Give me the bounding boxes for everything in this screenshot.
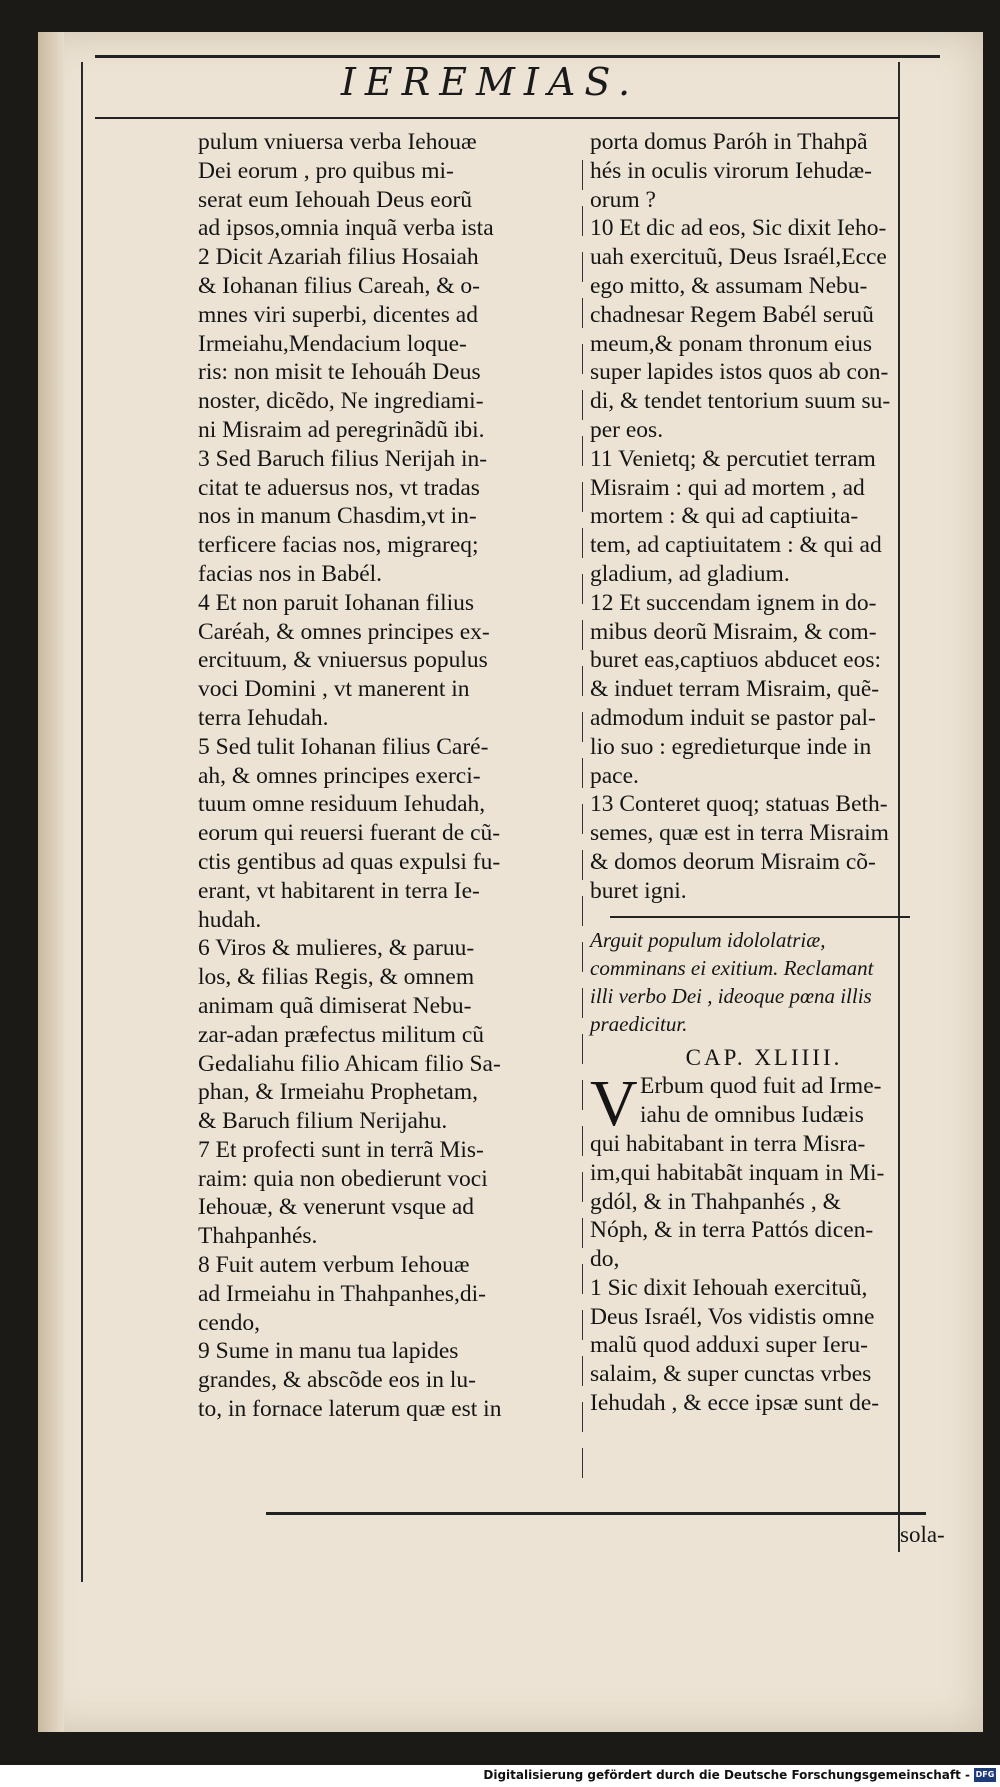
text-line: animam quã dimiserat Nebu- (198, 992, 472, 1019)
text-line: Iehouæ, & venerunt vsque ad (198, 1194, 475, 1221)
footer-credit: Digitalisierung gefördert durch die Deutsche Forschungsgemeinschaft - (483, 1768, 970, 1782)
chapter-body (590, 1067, 938, 1418)
text-line: Dei eorum , pro quibus mi- (198, 157, 454, 184)
text-line: voci Domini , vt manerent in (198, 676, 470, 703)
text-line: noster, dicẽdo, Ne ingrediami- (198, 388, 484, 415)
text-line: buret eas,captiuos abducet eos: (590, 647, 882, 674)
text-line: Misraim : qui ad mortem , ad (590, 474, 865, 501)
right-text-column (590, 128, 938, 1418)
text-line: terficere facias nos, migrareq; (198, 532, 479, 559)
text-line: zar-adan præfectus militum cũ (198, 1021, 484, 1048)
running-title: IEREMIAS. (340, 60, 640, 104)
text-line: Gedaliahu filio Ahicam filio Sa- (198, 1050, 501, 1077)
text-line: Deus Israél, Vos vidistis omne (590, 1303, 875, 1330)
text-line: Thahpanhés. (198, 1223, 318, 1250)
digitization-footer (0, 1765, 1000, 1787)
text-line: semes, quæ est in terra Misraim (590, 820, 889, 847)
text-line: raim: quia non obedierunt voci (198, 1165, 488, 1192)
verse-block (590, 128, 938, 906)
text-line: hudah. (198, 906, 262, 933)
text-line: di, & tendet tentorium suum su- (590, 388, 891, 415)
text-line: tuum omne residuum Iehudah, (198, 791, 486, 818)
text-line: & Baruch filium Nerijahu. (198, 1108, 448, 1135)
text-line: & domos deorum Misraim cõ- (590, 848, 876, 875)
chapter-heading: CAP. XLIIII. (685, 1044, 843, 1070)
text-line: erant, vt habitarent in terra Ie- (198, 877, 480, 904)
text-line: ctis gentibus ad quas expulsi fu- (198, 848, 501, 875)
text-line: terra Iehudah. (198, 704, 329, 731)
section-rule (610, 916, 910, 918)
text-line: super lapides istos quos ab con- (590, 359, 889, 386)
text-line: qui habitabant in terra Misra- (590, 1130, 866, 1157)
text-line: 4 Et non paruit Iohanan filius (198, 589, 475, 616)
text-line: eorum qui reuersi fuerant de cũ- (198, 820, 501, 847)
text-line: Caréah, & omnes principes ex- (198, 618, 490, 645)
text-line: & Iohanan filius Careah, & o- (198, 272, 480, 299)
text-line: per eos. (590, 416, 664, 443)
text-line: gdól, & in Thahpanhés , & (590, 1188, 841, 1215)
text-line: ris: non misit te Iehouáh Deus (198, 359, 481, 386)
text-line: iahu de omnibus Iudæis (640, 1102, 864, 1129)
text-line: Erbum quod fuit ad Irme- (640, 1073, 882, 1100)
text-line: uah exercituũ, Deus Israél,Ecce (590, 244, 887, 271)
text-line: Arguit populum idololatriæ, (590, 927, 826, 952)
dfg-logo-icon: DFG (974, 1768, 996, 1782)
bottom-rule (266, 1512, 926, 1515)
text-line: citat te aduersus nos, vt tradas (198, 474, 480, 501)
text-line: to, in fornace laterum quæ est in (198, 1396, 502, 1423)
text-line: tem, ad captiuitatem : & qui ad (590, 532, 882, 559)
text-line: serat eum Iehouah Deus eorũ (198, 186, 473, 213)
chapter-opening-lines (590, 1072, 938, 1130)
text-line: salaim, & super cunctas vrbes (590, 1361, 872, 1388)
text-line: gladium, ad gladium. (590, 560, 790, 587)
text-line: meum,& ponam thronum eius (590, 330, 872, 357)
text-line: 9 Sume in manu tua lapides (198, 1338, 459, 1365)
text-line: 2 Dicit Azariah filius Hosaiah (198, 244, 479, 271)
text-line: 3 Sed Baruch filius Nerijah in- (198, 445, 488, 472)
text-line: ad Irmeiahu in Thahpanhes,di- (198, 1280, 487, 1307)
text-line: 10 Et dic ad eos, Sic dixit Ieho- (590, 215, 887, 242)
column-divider (582, 160, 583, 1480)
text-line: porta domus Paróh in Thahpã (590, 129, 868, 155)
text-line: Iehudah , & ecce ipsæ sunt de- (590, 1390, 880, 1417)
left-frame-rule (81, 62, 83, 1582)
chapter-lines (590, 1130, 938, 1418)
top-rule (95, 55, 940, 58)
text-line: lio suo : egredieturque inde in (590, 733, 872, 760)
text-line: comminans ei exitium. Reclamant (590, 955, 874, 980)
chapter-summary (590, 926, 938, 1038)
text-line: 12 Et succendam ignem in do- (590, 589, 877, 616)
text-line: praedicitur. (590, 1011, 688, 1036)
text-line: 11 Venietq; & percutiet terram (590, 445, 876, 472)
text-line: malũ quod adduxi super Ieru- (590, 1332, 869, 1359)
text-line: los, & filias Regis, & omnem (198, 964, 475, 991)
text-line: 1 Sic dixit Iehouah exercituũ, (590, 1274, 868, 1301)
text-line: pulum vniuersa verba Iehouæ (198, 129, 477, 155)
text-line: ad ipsos,omnia inquã verba ista (198, 215, 494, 242)
text-line: phan, & Irmeiahu Prophetam, (198, 1079, 478, 1106)
text-line: facias nos in Babél. (198, 560, 383, 587)
text-line: ego mitto, & assumam Nebu- (590, 272, 868, 299)
text-line: ercituum, & vniuersus populus (198, 647, 488, 674)
text-line: ah, & omnes principes exerci- (198, 762, 481, 789)
text-line: ni Misraim ad peregrinãdũ ibi. (198, 416, 485, 443)
text-line: chadnesar Regem Babél seruũ (590, 301, 874, 328)
text-line: 13 Conteret quoq; statuas Beth- (590, 791, 888, 818)
text-line: admodum induit se pastor pal- (590, 704, 876, 731)
text-line: Nóph, & in terra Pattós dicen- (590, 1217, 874, 1244)
text-line: orum ? (590, 186, 656, 213)
title-rule (95, 117, 900, 119)
text-line: cendo, (198, 1309, 260, 1336)
text-line: pace. (590, 762, 639, 789)
text-line: hés in oculis virorum Iehudæ- (590, 157, 872, 184)
text-line: 8 Fuit autem verbum Iehouæ (198, 1252, 470, 1279)
text-line: grandes, & abscõde eos in lu- (198, 1367, 477, 1394)
text-line: Irmeiahu,Mendacium loque- (198, 330, 467, 357)
text-line: do, (590, 1246, 620, 1273)
text-line: mnes viri superbi, dicentes ad (198, 301, 478, 328)
text-line: nos in manum Chasdim,vt in- (198, 503, 477, 530)
left-text-column (198, 128, 588, 1424)
text-line: buret igni. (590, 877, 687, 904)
text-line: mibus deorũ Misraim, & com- (590, 618, 877, 645)
text-line: mortem : & qui ad captiuita- (590, 503, 859, 530)
catchword: sola- (900, 1522, 945, 1547)
text-line: illi verbo Dei , ideoque pœna illis (590, 983, 872, 1008)
text-line: & induet terram Misraim, quẽ- (590, 676, 880, 703)
drop-cap: V (590, 1067, 638, 1141)
page-gutter (38, 32, 64, 1732)
text-line: 7 Et profecti sunt in terrã Mis- (198, 1136, 484, 1163)
text-line: 6 Viros & mulieres, & paruu- (198, 935, 475, 962)
text-line: im,qui habitabãt inquam in Mi- (590, 1159, 885, 1186)
text-line: 5 Sed tulit Iohanan filius Caré- (198, 733, 489, 760)
